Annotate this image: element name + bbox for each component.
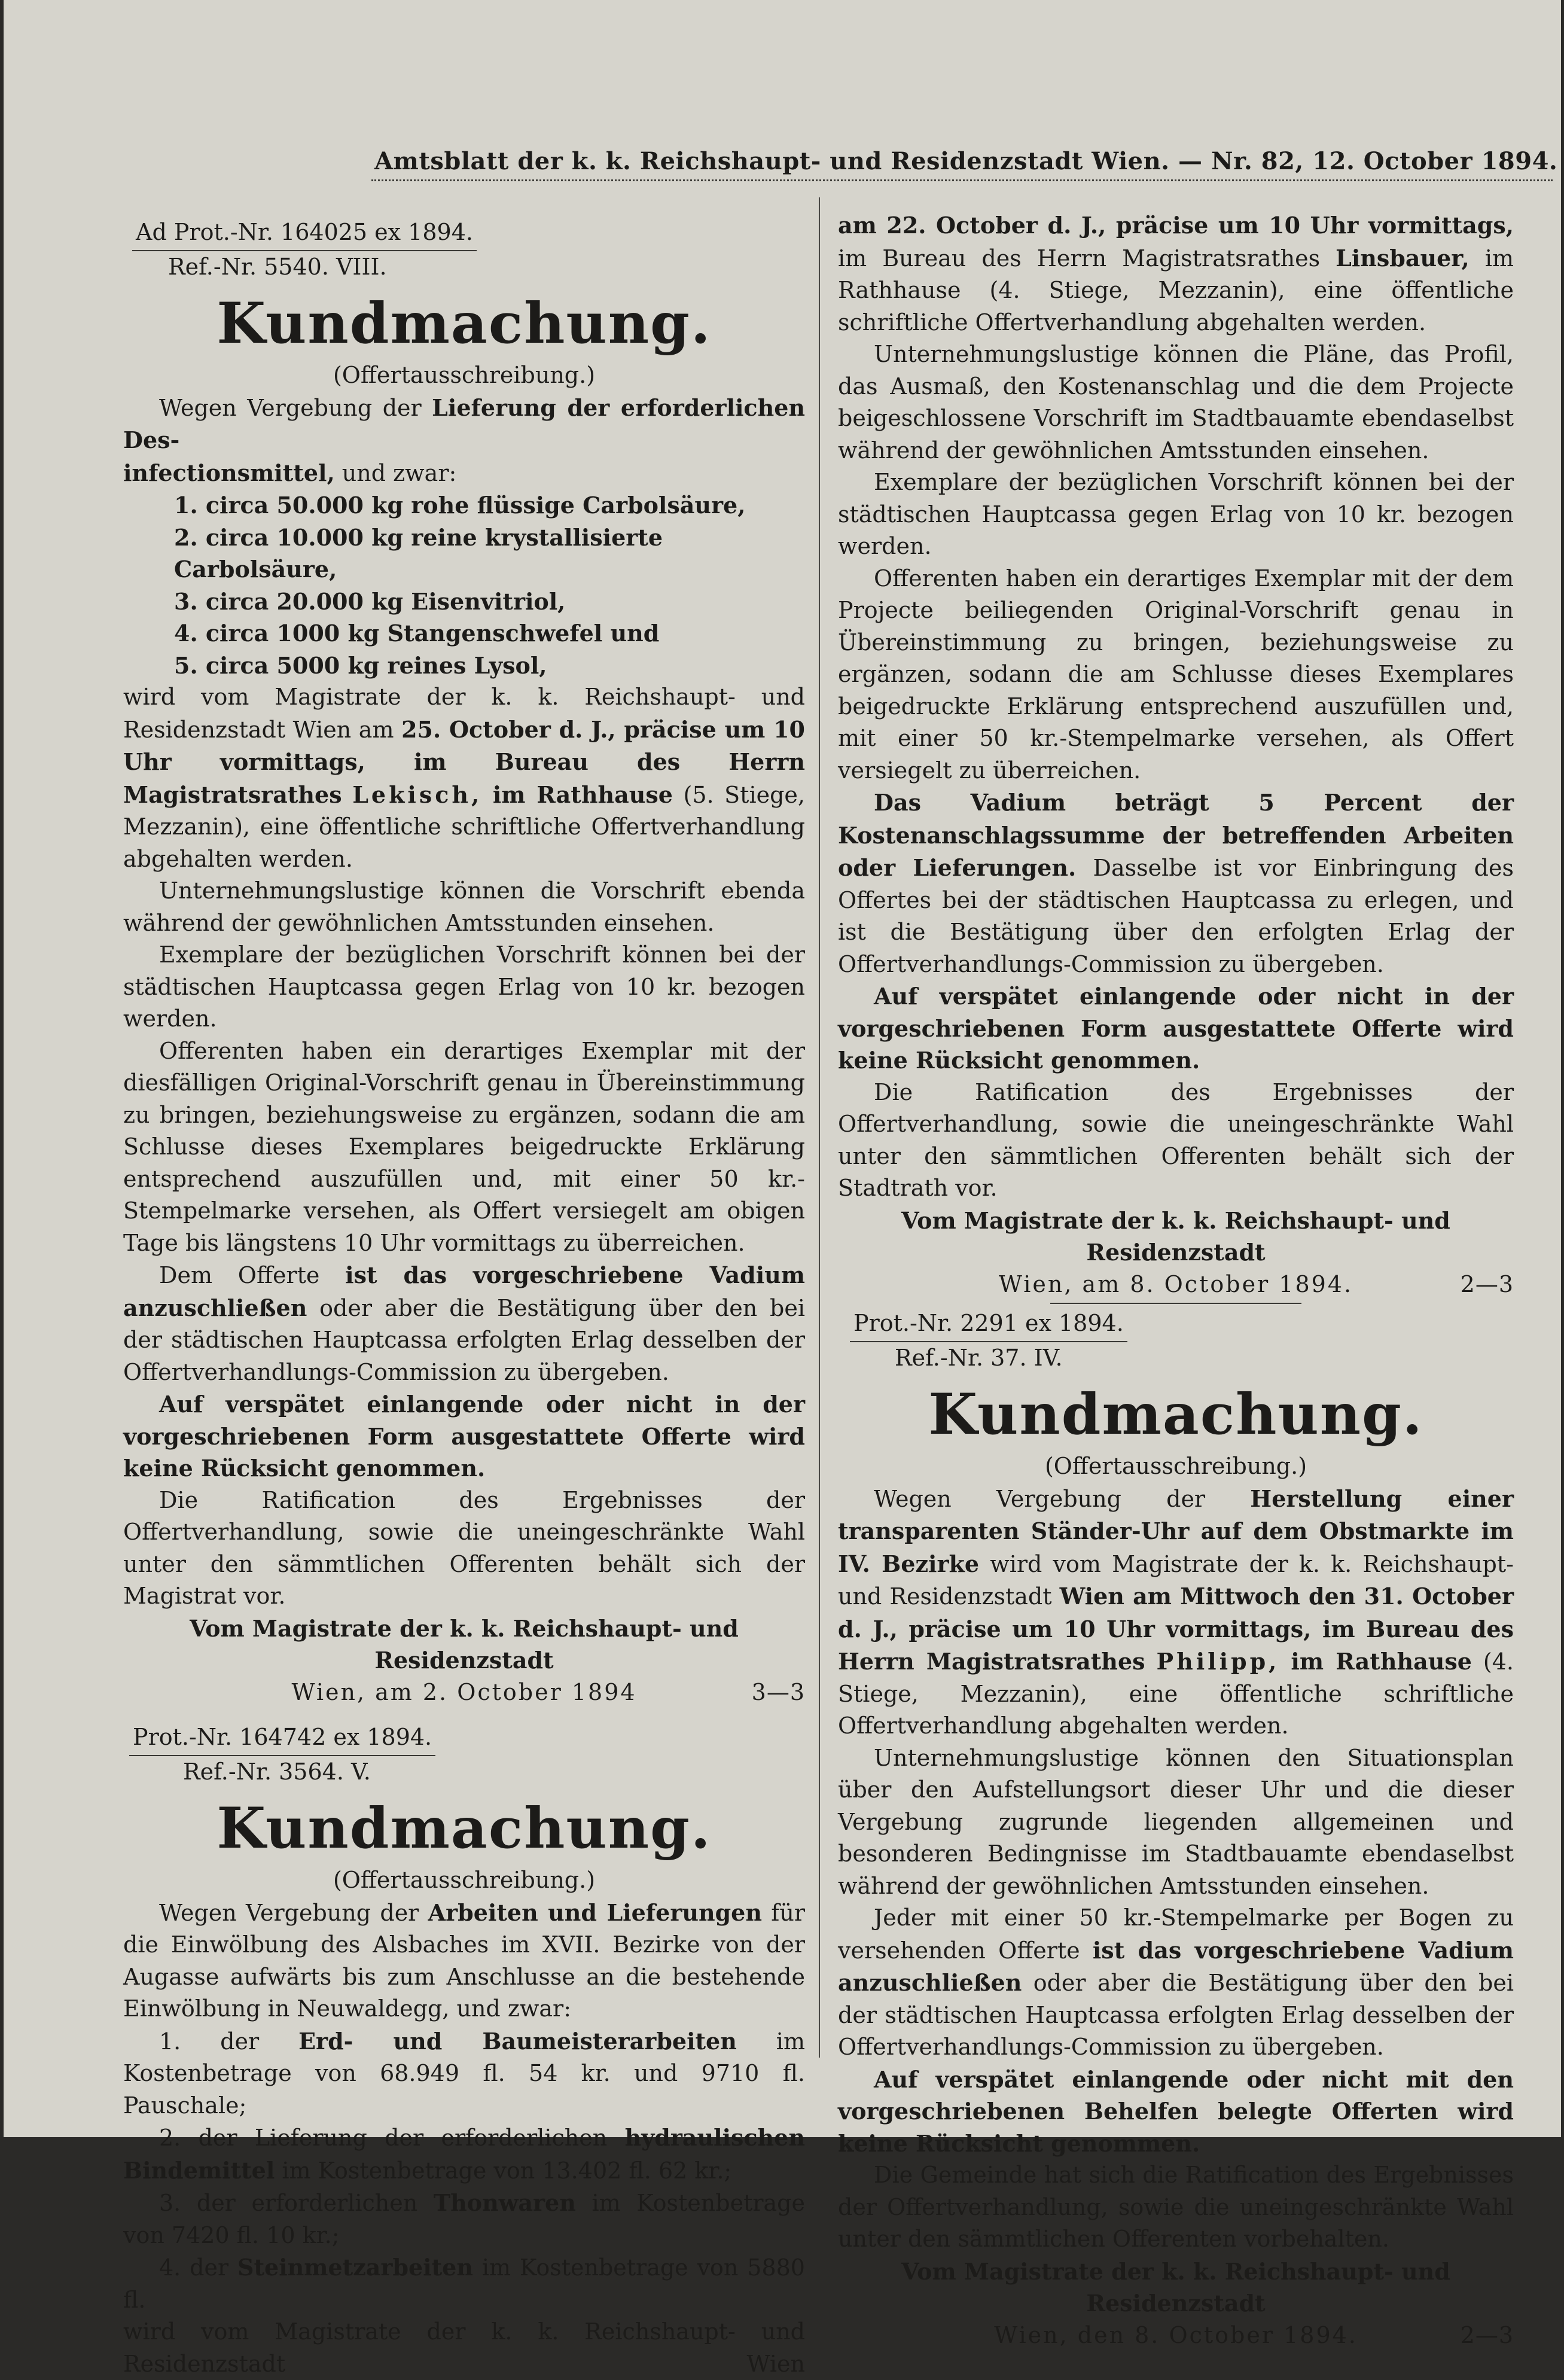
paragraph: Exemplare der bezüglichen Vorschrift können bei der städtischen Hauptcassa gegen Erlag von 10 kr. bezogen werden. (838, 469, 1514, 559)
issue-count: 2—3 (1460, 1270, 1514, 1297)
intro-paragraph: Wegen Vergebung der Lieferung der erforderlichen Des- (123, 394, 806, 453)
notice-subtitle: (Offertausschreibung.) (333, 1867, 596, 1893)
notice-alsbach-continued (838, 209, 1514, 1304)
list-item: 2. circa 10.000 kg reine krystallisierte Carbolsäure, (174, 523, 663, 583)
paragraph: Unternehmungslustige können die Pläne, das Profil, das Ausmaß, den Kostenanschlag und die dem Projecte beigeschlossene Vorschrift im Stadtbauamte ebendaselbst während der gewöhnlichen Amtsstunden einsehen. (838, 341, 1514, 464)
prot-number: Prot.-Nr. 2291 ex 1894. (850, 1308, 1127, 1342)
notice-alsbach (123, 1721, 805, 2380)
paragraph: Offerenten haben ein derartiges Exemplar mit der dem Projecte beiliegenden Original-Vorschrift genau in Übereinstimmung zu bringen, beziehungsweise zu ergänzen, sodann die am Schlusse dieses Exemplares beigedruckte Erklärung entsprechend auszufüllen und, mit einer 50 kr.-Stempelmarke versehen, als Offert versiegelt zu überreichen. (838, 565, 1514, 784)
page-header: Amtsblatt der k. k. Reichshaupt- und Residenzstadt Wien. — Nr. 82, 12. October 1894. (374, 147, 1558, 175)
paragraph: Unternehmungslustige können die Vorschrift ebenda während der gewöhnlichen Amtsstunden einsehen. (123, 877, 805, 936)
notice-title: Kundmachung. (217, 1796, 712, 1861)
ref-number: Ref.-Nr. 5540. VIII. (168, 253, 387, 280)
dateline: Wien, am 2. October 1894 3—3 (123, 1677, 805, 1709)
ref-number: Ref.-Nr. 3564. V. (183, 1758, 371, 1785)
dateline: Wien, am 8. October 1894. 2—3 (838, 1269, 1514, 1301)
prot-number: Ad Prot.-Nr. 164025 ex 1894. (132, 217, 477, 251)
intro-paragraph: Wegen Vergebung der Herstellung einer transparenten Ständer-Uhr auf dem Obstmarkte im IV. Bezirke wird vom Magistrate der k. k. Reichshaupt- und Residenzstadt Wien am Mittwoch den 31. October d. J., präcise um 10 Uhr vormittags, im Bureau des Herrn Magistratsrathes Philipp, im Rathhause (4. Stiege, Mezzanin), eine öffentliche schriftliche Offertverhandlung abgehalten werden. (838, 1485, 1514, 1739)
header-rule (371, 179, 1553, 181)
right-column (838, 209, 1514, 2351)
list-item: 4. circa 1000 kg Stangenschwefel und (174, 620, 660, 647)
paragraph: Die Ratification des Ergebnisses der Offertverhandlung, sowie die uneingeschränkte Wahl unter den sämmtlichen Offerenten behält sich der Magistrat vor. (123, 1486, 805, 1609)
list-item: 5. circa 5000 kg reines Lysol, (174, 651, 547, 679)
list-item: 3. der erforderlichen Thonwaren im Kostenbetrage von 7420 fl. 10 kr.; (123, 2189, 805, 2248)
paragraph: Dem Offerte ist das vorgeschriebene Vadium anzuschließen oder aber die Bestätigung über den bei der städtischen Hauptcassa erfolgten Erlag desselben der Offertverhandlungs-Commission zu übergeben. (123, 1261, 805, 1385)
paragraph-bold: Auf verspätet einlangende oder nicht mit den vorgeschriebenen Behelfen belegte Offerten wird keine Rücksicht genommen. (838, 2065, 1514, 2157)
list-item: 1. circa 50.000 kg rohe flüssige Carbolsäure, (174, 492, 746, 519)
newspaper-page (4, 0, 1561, 2377)
list-item: 3. circa 20.000 kg Eisenvitriol, (174, 587, 566, 615)
body-paragraph: wird vom Magistrate der k. k. Reichshaupt- und Residenzstadt Wien am 25. October d. J., präcise um 10 Uhr vormittags, im Bureau des Herrn Magistratsrathes Lekisch, im Rathhause (5. Stiege, Mezzanin), eine öffentliche schriftliche Offertverhandlung abgehalten werden. (123, 684, 805, 872)
paragraph-bold: Auf verspätet einlangende oder nicht in der vorgeschriebenen Form ausgestattete Offerte wird keine Rücksicht genommen. (838, 983, 1514, 1074)
notice-subtitle: (Offertausschreibung.) (1044, 1453, 1307, 1479)
list-item: 4. der Steinmetzarbeiten im Kostenbetrage von 5880 fl. (123, 2254, 805, 2313)
notice-title: Kundmachung. (928, 1382, 1423, 1447)
list-item: 2. der Lieferung der erforderlichen hydraulischen Bindemittel im Kostenbetrage von 13.402 fl. 62 kr.; (123, 2124, 805, 2184)
notice-clock (838, 1308, 1514, 2351)
intro-continuation: infectionsmittel, und zwar: (123, 459, 457, 486)
paragraph: Jeder mit einer 50 kr.-Stempelmarke per Bogen zu versehenden Offerte ist das vorgeschriebene Vadium anzuschließen oder aber die Bestätigung über den bei der städtischen Hauptcassa erfolgten Erlag desselben der Offertverhandlungs-Commission zu übergeben. (838, 1904, 1514, 2060)
left-column (123, 217, 805, 2380)
paragraph: Unternehmungslustige können den Situationsplan über den Aufstellungsort dieser Uhr und die dieser Vergebung zugrunde liegenden allgemeinen und besonderen Bedingnisse im Stadtbauamte ebendaselbst während der gewöhnlichen Amtsstunden einsehen. (838, 1744, 1514, 1899)
separator-rule (1050, 1303, 1301, 1304)
issue-count: 2—3 (1460, 2321, 1514, 2348)
paragraph: Die Gemeinde hat sich die Ratification des Ergebnisses der Offertverhandlung, sowie die uneingeschränkte Wahl unter den sämmtlichen Offerenten vorbehalten. (838, 2162, 1514, 2252)
list-item: 1. der Erd- und Baumeisterarbeiten im Kostenbetrage von 68.949 fl. 54 kr. und 9710 fl. Pauschale; (123, 2027, 805, 2119)
issue-count: 3—3 (751, 1678, 805, 1705)
intro-paragraph: Wegen Vergebung der Arbeiten und Lieferungen für die Einwölbung des Alsbaches im XVII. Bezirke von der Augasse aufwärts bis zum Anschlusse an die bestehende Einwölbung in Neuwaldegg, und zwar: (123, 1898, 805, 2022)
paragraph: Das Vadium beträgt 5 Percent der Kostenanschlagssumme der betreffenden Arbeiten oder Lieferungen. Dasselbe ist vor Einbringung des Offertes bei der städtischen Hauptcassa zu erlegen, und ist die Bestätigung über den erfolgten Erlag der Offertverhandlungs-Commission zu übergeben. (838, 789, 1514, 977)
signature: Vom Magistrate der k. k. Reichshaupt- und Residenzstadt (190, 1614, 739, 1674)
dateline: Wien, den 8. October 1894. 2—3 (838, 2320, 1514, 2352)
column-divider (819, 197, 820, 2058)
paragraph: Exemplare der bezüglichen Vorschrift können bei der städtischen Hauptcassa gegen Erlag von 10 kr. bezogen werden. (123, 941, 805, 1032)
paragraph: Die Ratification des Ergebnisses der Offertverhandlung, sowie die uneingeschränkte Wahl unter den sämmtlichen Offerenten behält sich der Stadtrath vor. (838, 1078, 1514, 1201)
notice-subtitle: (Offertausschreibung.) (333, 362, 596, 388)
paragraph: Offerenten haben ein derartiges Exemplar mit der diesfälligen Original-Vorschrift genau in Übereinstimmung zu bringen, beziehungsweise zu ergänzen, sodann die am Schlusse dieses Exemplares beigedruckte Erklärung entsprechend auszufüllen und, mit einer 50 kr.-Stempelmarke versehen, als Offert versiegelt am obigen Tage bis längstens 10 Uhr vormittags zu überreichen. (123, 1037, 805, 1256)
continuation-line: wird vom Magistrate der k. k. Reichshaupt- und Residenzstadt Wien (123, 2318, 805, 2377)
signature: Vom Magistrate der k. k. Reichshaupt- und Residenzstadt (901, 2257, 1450, 2317)
paragraph-bold: Auf verspätet einlangende oder nicht in der vorgeschriebenen Form ausgestattete Offerte wird keine Rücksicht genommen. (123, 1391, 805, 1482)
prot-number: Prot.-Nr. 164742 ex 1894. (129, 1721, 435, 1756)
notice-disinfectants (123, 217, 805, 1708)
notice-title: Kundmachung. (217, 291, 712, 356)
paragraph: am 22. October d. J., präcise um 10 Uhr vormittags, im Bureau des Herrn Magistratsrathes Linsbauer, im Rathhause (4. Stiege, Mezzanin), eine öffentliche schriftliche Offertverhandlung abgehalten werden. (838, 212, 1514, 336)
signature: Vom Magistrate der k. k. Reichshaupt- und Residenzstadt (901, 1206, 1450, 1266)
ref-number: Ref.-Nr. 37. IV. (895, 1344, 1063, 1371)
